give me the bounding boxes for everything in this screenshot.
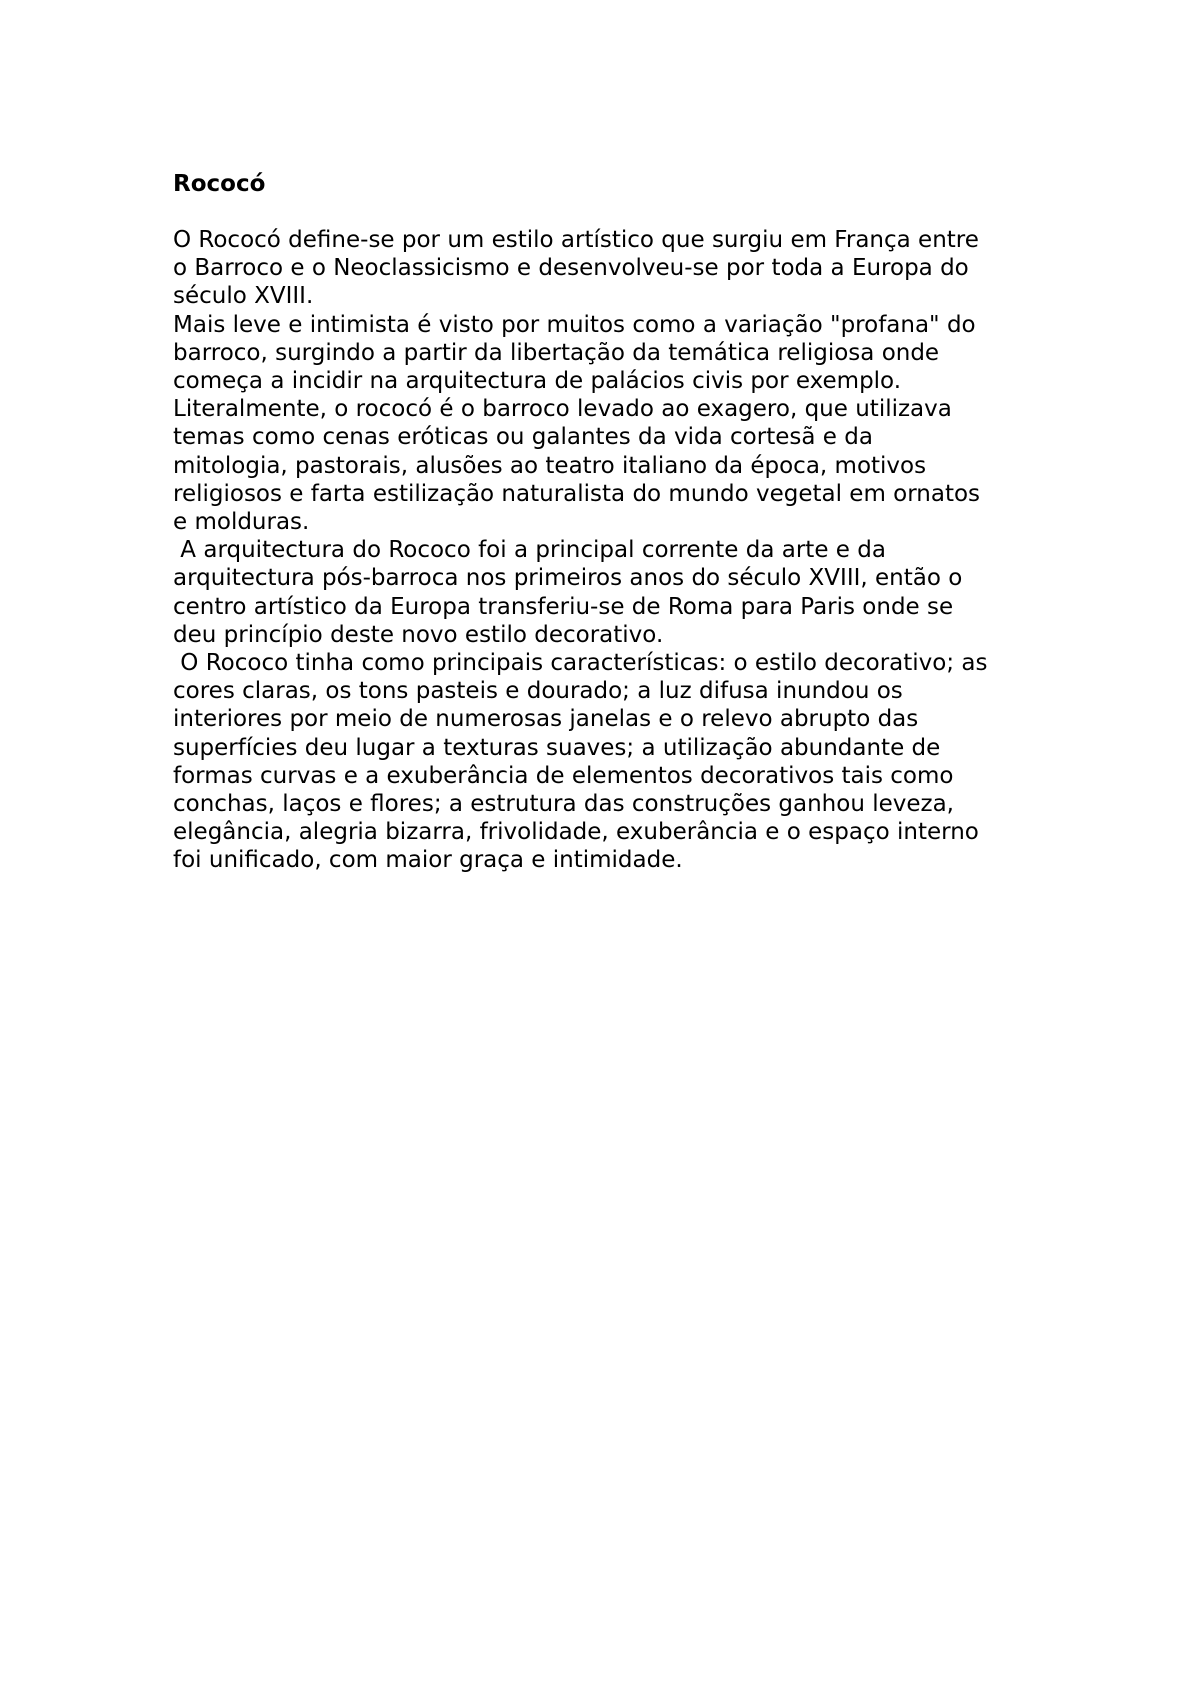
document-body — [173, 226, 1053, 875]
body-line: mitologia, pastorais, alusões ao teatro italiano da época, motivos — [173, 452, 927, 479]
body-line: religiosos e farta estilização naturalista do mundo vegetal em ornatos — [173, 480, 981, 507]
body-line: superfícies deu lugar a texturas suaves; a utilização abundante de — [173, 734, 941, 761]
body-line: elegância, alegria bizarra, frivolidade, exuberância e o espaço interno — [173, 819, 979, 846]
body-line: Mais leve e intimista é visto por muitos como a variação "profana" do — [173, 311, 976, 338]
body-line: começa a incidir na arquitectura de palácios civis por exemplo. — [173, 368, 902, 395]
body-line: barroco, surgindo a partir da libertação da temática religiosa onde — [173, 339, 940, 366]
body-line: foi unificado, com maior graça e intimidade. — [173, 847, 683, 874]
body-line: formas curvas e a exuberância de elementos decorativos tais como — [173, 762, 954, 789]
body-line: deu princípio deste novo estilo decorativo. — [173, 621, 664, 648]
body-line: Literalmente, o rococó é o barroco levado ao exagero, que utilizava — [173, 396, 952, 423]
blank-line — [173, 198, 1053, 226]
body-line: O Rococo tinha como principais características: o estilo decorativo; as — [173, 650, 988, 677]
body-line: centro artístico da Europa transferiu-se de Roma para Paris onde se — [173, 593, 954, 620]
body-line: O Rococó define-se por um estilo artístico que surgiu em França entre — [173, 227, 979, 253]
body-line: século XVIII. — [173, 283, 314, 310]
body-line: arquitectura pós-barroca nos primeiros anos do século XVIII, então o — [173, 565, 963, 592]
body-line: A arquitectura do Rococo foi a principal corrente da arte e da — [173, 537, 886, 564]
body-line: temas como cenas eróticas ou galantes da vida cortesã e da — [173, 424, 873, 451]
body-line: cores claras, os tons pasteis e dourado; a luz difusa inundou os — [173, 678, 903, 705]
document-title: Rococó — [173, 171, 266, 197]
body-line: e molduras. — [173, 509, 310, 536]
document-page — [173, 170, 1053, 875]
body-line: conchas, laços e flores; a estrutura das construções ganhou leveza, — [173, 791, 954, 818]
body-line: o Barroco e o Neoclassicismo e desenvolveu-se por toda a Europa do — [173, 255, 969, 282]
body-line: interiores por meio de numerosas janelas e o relevo abrupto das — [173, 706, 919, 733]
